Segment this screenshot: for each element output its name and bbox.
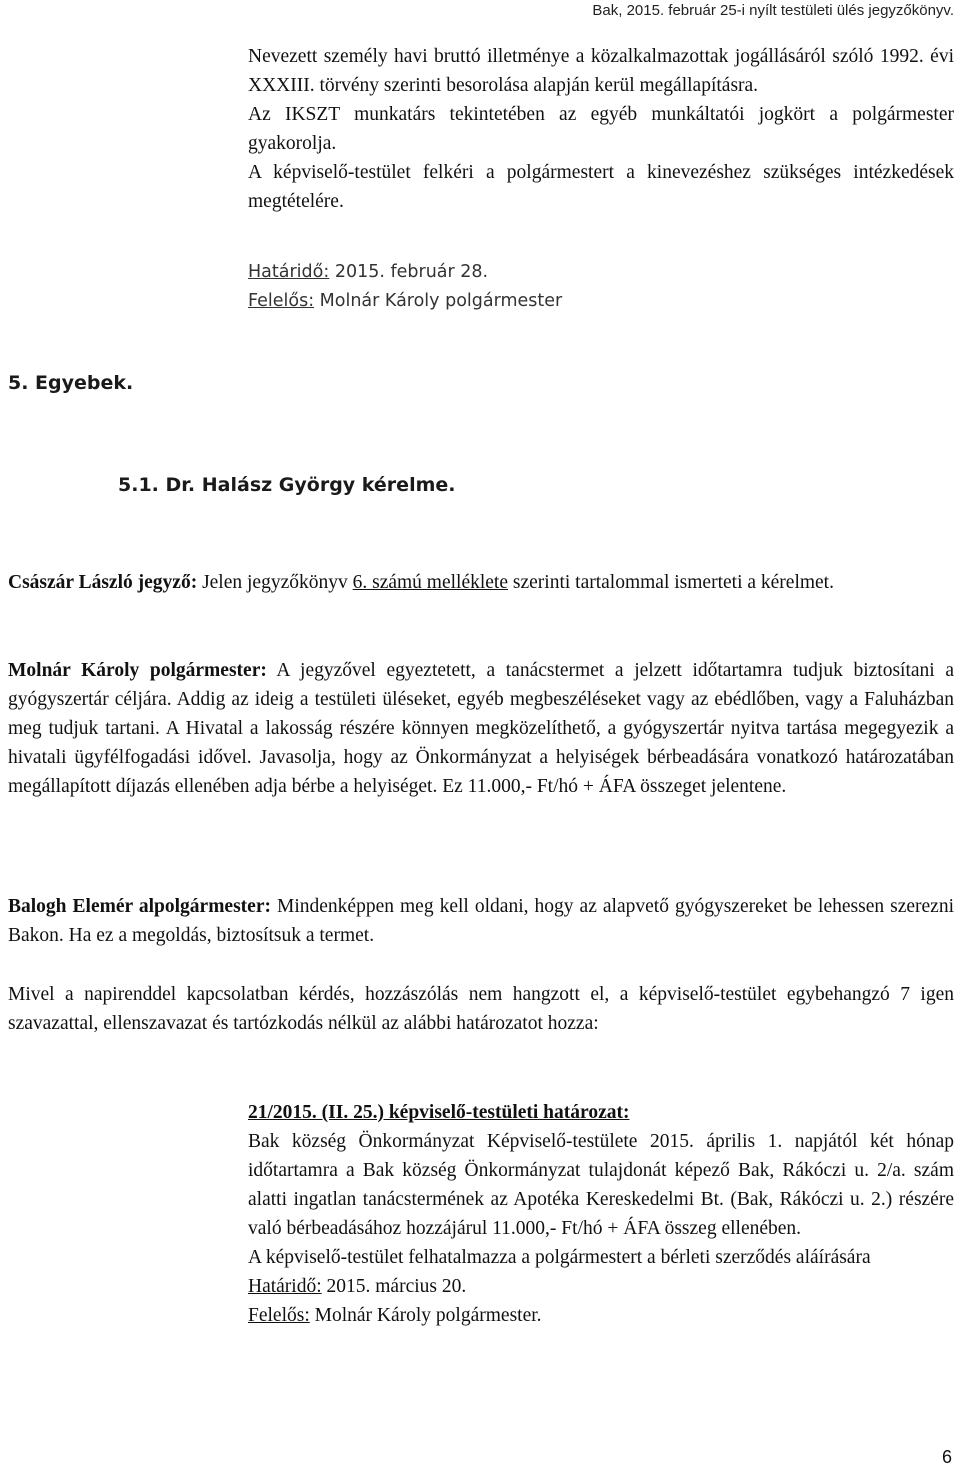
responsible-line [248, 287, 954, 316]
page-header: Bak, 2015. február 25-i nyílt testületi ülés jegyzőkönyv. [592, 2, 954, 19]
resolution-deadline-line [248, 1272, 954, 1301]
resolution-deadline-value: 2015. március 20. [321, 1276, 467, 1297]
request-paragraph: A képviselő-testület felkéri a polgármestert a kinevezéshez szükséges intézkedések megtételére. [248, 162, 954, 212]
responsible-value: Molnár Károly polgármester [314, 291, 563, 311]
section-heading-5-1: 5.1. Dr. Halász György kérelme. [118, 474, 456, 496]
resolution-paragraph: Bak község Önkormányzat Képviselő-testülete 2015. április 1. napjától két hónap időtartamra a Bak község Önkormányzat tulajdonát képező Bak, Rákóczi u. 2/a. szám alatti ingatlan tanácstermének az Apotéka Kereskedelmi Bt. (Bak, Rákóczi u. 2.) részére való bérbeadásához hozzájárul 11.000,- Ft/hó + ÁFA összeg ellenében. [248, 1131, 954, 1239]
employer-rights-paragraph: Az IKSZT munkatárs tekintetében az egyéb munkáltatói jogkört a polgármester gyakorolja. [248, 104, 954, 154]
paragraph-text: Mivel a napirenddel kapcsolatban kérdés, hozzászólás nem hangzott el, a képviselő-testület egybehangzó 7 igen szavazattal, ellenszavazat és tartózkodás nélkül az alábbi határozatot hozza: [8, 984, 954, 1034]
page-number: 6 [941, 1447, 952, 1467]
speaker-csaszar: Császár László jegyző: [8, 572, 198, 593]
deadline-label: Határidő: [248, 262, 330, 282]
deadline-value: 2015. február 28. [329, 262, 489, 282]
resolution-deadline-label: Határidő: [248, 1276, 322, 1297]
resolution-title [248, 1098, 954, 1127]
paragraph-csaszar [8, 568, 954, 597]
paragraph-molnar [8, 656, 954, 801]
resolution-responsible-value: Molnár Károly polgármester. [309, 1305, 542, 1326]
responsible-label: Felelős: [248, 291, 315, 311]
resolution-continuation [248, 42, 954, 216]
speaker-molnar: Molnár Károly polgármester: [8, 660, 267, 681]
resolution-responsible-line [248, 1301, 954, 1330]
paragraph-text: Jelen jegyzőkönyv [197, 572, 353, 593]
section-heading-5: 5. Egyebek. [8, 372, 134, 394]
resolution-title-text: 21/2015. (II. 25.) képviselő-testületi határozat: [248, 1102, 630, 1123]
attachment-link[interactable]: 6. számú melléklete [352, 572, 509, 593]
resolution-body [248, 1127, 954, 1330]
resolution-responsible-label: Felelős: [248, 1305, 310, 1326]
paragraph-balogh [8, 892, 954, 950]
salary-paragraph: Nevezett személy havi bruttó illetménye a közalkalmazottak jogállásáról szóló 1992. évi XXXIII. törvény szerinti besorolása alapján kerül megállapításra. [248, 46, 954, 96]
paragraph-text: szerinti tartalommal ismerteti a kérelmet. [508, 572, 834, 593]
paragraph-vote [8, 980, 954, 1038]
paragraph-text: Mindenképpen meg kell oldani, hogy az alapvető gyógyszereket be lehessen szerezni Bakon. Ha ez a megoldás, biztosítsuk a termet. [8, 896, 955, 946]
paragraph-text: A jegyzővel egyeztetett, a tanácstermet a jelzett időtartamra tudjuk biztosítani a gyógyszertár céljára. Addig az ideig a testületi üléseket, egyéb megbeszéléseket vagy az ebédlőben, vagy a Faluházban meg tudjuk tartani. A Hivatal a lakosság részére könnyen megközelíthető, a gyógyszertár nyitva tartása megegyezik a hivatali ügyfélfogadási idővel. Javasolja, hogy az Önkormányzat a helyiségek bérbeadására vonatkozó határozatában megállapított díjazás ellenében adja bérbe a helyiséget. Ez 11.000,- Ft/hó + ÁFA összeget jelentene. [8, 660, 954, 797]
speaker-balogh: Balogh Elemér alpolgármester: [8, 896, 271, 917]
authorization-paragraph: A képviselő-testület felhatalmazza a polgármestert a bérleti szerződés aláírására [248, 1247, 871, 1268]
deadline-line [248, 258, 954, 287]
